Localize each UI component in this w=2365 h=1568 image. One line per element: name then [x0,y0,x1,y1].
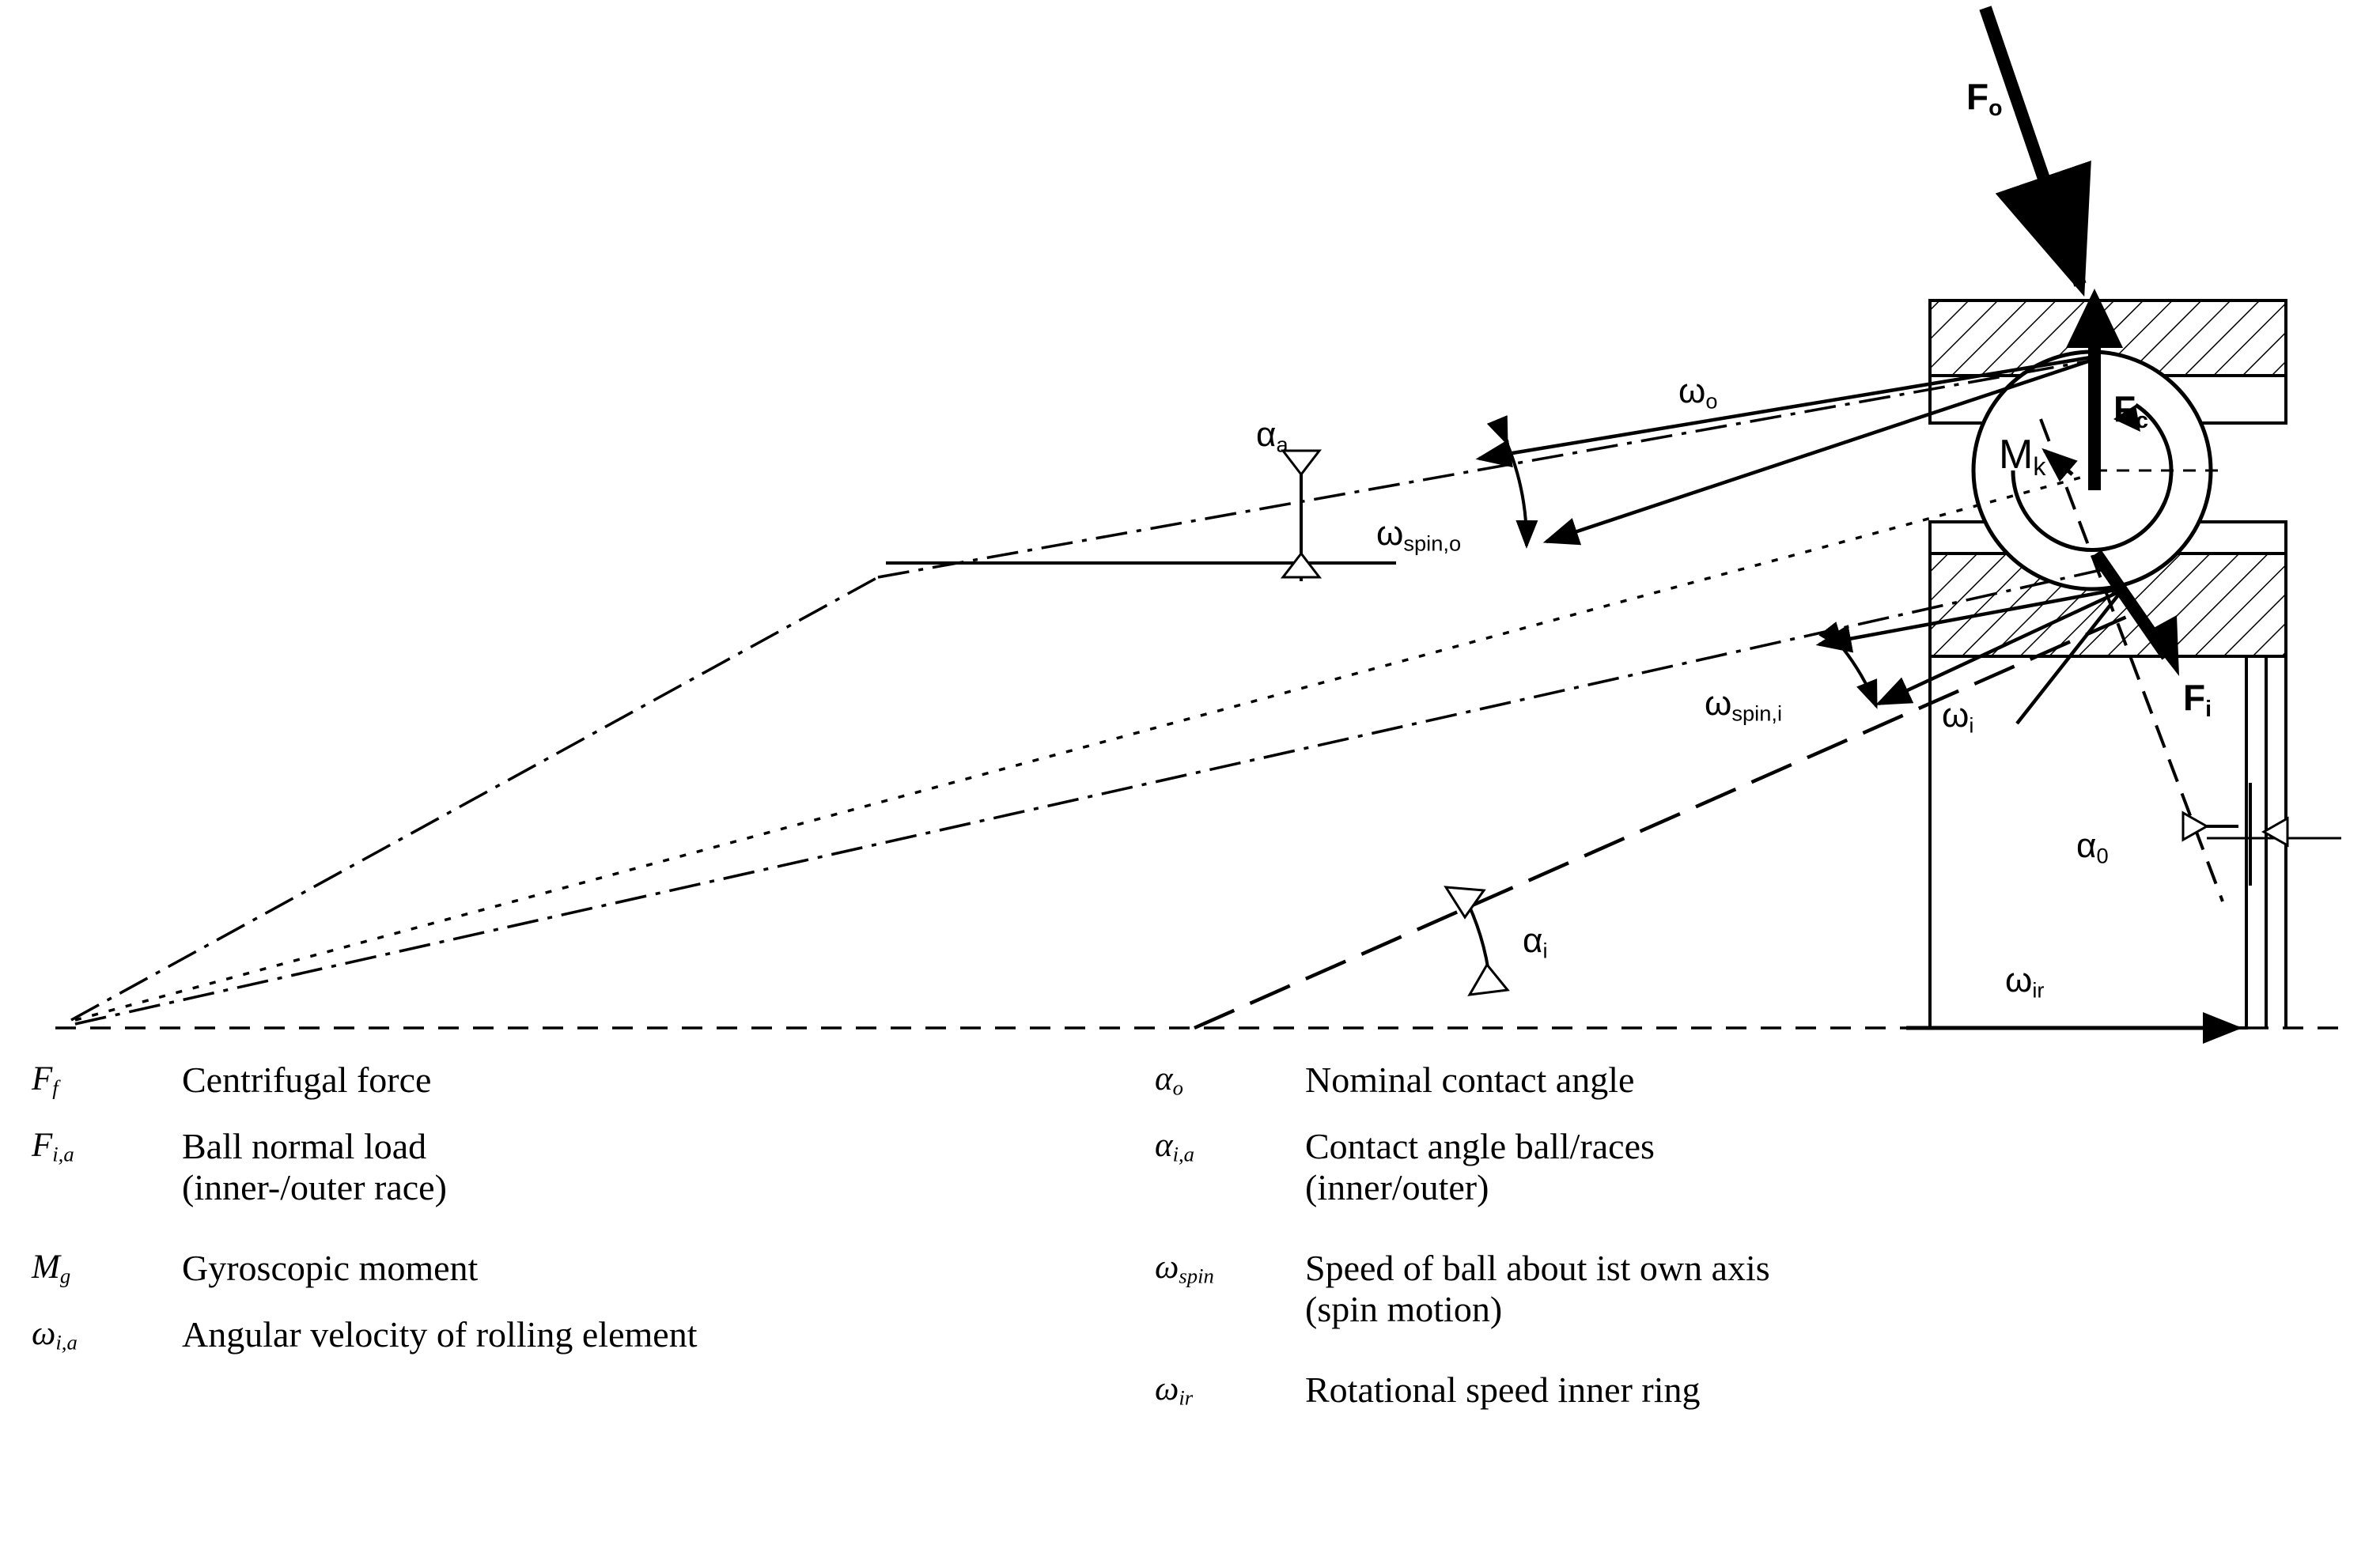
label-subscript: o [1705,388,1718,414]
legend-row [1155,1370,2341,1431]
legend-symbol: Mg [32,1249,71,1288]
legend-description [1305,1248,2341,1331]
legend-symbol-subscript: f [52,1075,59,1100]
legend-right-column [1155,1060,2341,1436]
legend-description-line: Contact angle ball/races [1305,1126,1655,1166]
legend-description-line: Gyroscopic moment [182,1248,479,1288]
legend-description-line: Rotational speed inner ring [1305,1370,1701,1410]
legend-description-line: Nominal contact angle [1305,1060,1635,1100]
legend-description [182,1126,1155,1209]
legend-symbol-subscript: i,a [52,1142,74,1166]
label-subscript: k [2033,452,2046,482]
legend-description-line: Angular velocity of rolling element [182,1314,698,1355]
label-base: F [1966,76,1989,117]
diagram-label-omega-inner [1942,696,1973,739]
diagram-label-alpha-a [1256,415,1288,458]
legend-symbol: Ff [32,1060,59,1100]
diagram-label-force-centrifugal [2113,387,2148,434]
legend-description-line: (spin motion) [1305,1289,1503,1330]
diagram-label-alpha-i [1523,921,1548,964]
legend-row [1155,1126,2341,1243]
legend-symbol: ωi,a [32,1315,78,1355]
legend-symbol-subscript: ir [1179,1385,1194,1410]
diagram-label-omega-spin-inner [1705,684,1782,727]
omega-spin-o-indicator [1507,443,1527,546]
legend-row [32,1060,1155,1121]
diagram-label-omega-inner-ring [2005,961,2045,1003]
label-base: ω [1942,696,1970,735]
label-subscript: c [2136,407,2148,433]
legend-description-line: (inner/outer) [1305,1167,1489,1208]
legend-description-line: Ball normal load [182,1126,427,1166]
label-subscript: a [1276,432,1288,457]
label-subscript: i [1969,712,1974,738]
legend-description-line: Speed of ball about ist own axis [1305,1248,1770,1288]
legend-description [1305,1126,2341,1209]
label-subscript: spin,i [1731,701,1783,726]
line-alpha-a-axis [878,360,2096,577]
legend-symbol-subscript: spin [1179,1264,1214,1288]
legend-description [1305,1060,2341,1101]
legend [0,1060,2365,1566]
line-ball-spin-axis [75,474,2092,1020]
label-subscript: 0 [2096,843,2109,868]
label-base: ω [2005,961,2033,999]
legend-description [182,1314,1155,1355]
label-base: α [1256,415,1277,454]
label-base: M [1999,432,2034,478]
label-base: ω [1376,514,1404,553]
line-inner-contact-axis [75,569,2104,1024]
label-base: F [2183,677,2206,718]
diagram-label-omega-spin-outer [1376,514,1461,557]
label-subscript: spin,o [1403,531,1462,556]
legend-symbol: αi,a [1155,1127,1194,1166]
label-base: α [2076,826,2097,865]
label-subscript: ir [2032,977,2045,1003]
diagram-label-moment-gyroscopic [1999,431,2045,482]
legend-symbol: ωspin [1155,1249,1214,1288]
diagram-label-force-outer [1966,75,2003,122]
label-subscript: i [1542,938,1548,963]
label-base: α [1523,921,1543,960]
diagram-label-force-inner [2183,676,2212,723]
legend-symbol-subscript: o [1172,1075,1183,1100]
legend-description [182,1060,1155,1101]
label-subscript: i [2205,696,2212,722]
diagram-label-alpha-0 [2076,826,2109,869]
legend-row [1155,1248,2341,1365]
label-base: ω [1678,372,1706,410]
legend-description [182,1248,1155,1289]
legend-left-column [32,1060,1155,1381]
legend-row [32,1314,1155,1376]
legend-symbol-subscript: g [59,1264,71,1288]
diagram-label-omega-outer [1678,372,1718,414]
label-subscript: o [1988,95,2003,121]
label-base: ω [1705,684,1732,723]
label-base: F [2113,388,2136,429]
legend-row [32,1126,1155,1243]
legend-description-line: (inner-/outer race) [182,1167,447,1208]
legend-description [1305,1370,2341,1411]
legend-symbol: αo [1155,1060,1183,1100]
force-outer-arrow [1985,8,2080,285]
legend-description-line: Centrifugal force [182,1060,432,1100]
legend-row [1155,1060,2341,1121]
omega-spin-i-indicator [1843,648,1876,706]
legend-symbol-subscript: i,a [55,1330,78,1355]
legend-symbol-subscript: i,a [1172,1142,1194,1166]
line-alpha-a-axis-ext [71,577,878,1020]
legend-symbol: Fi,a [32,1127,74,1166]
legend-row [32,1248,1155,1309]
legend-symbol: ωir [1155,1370,1194,1410]
